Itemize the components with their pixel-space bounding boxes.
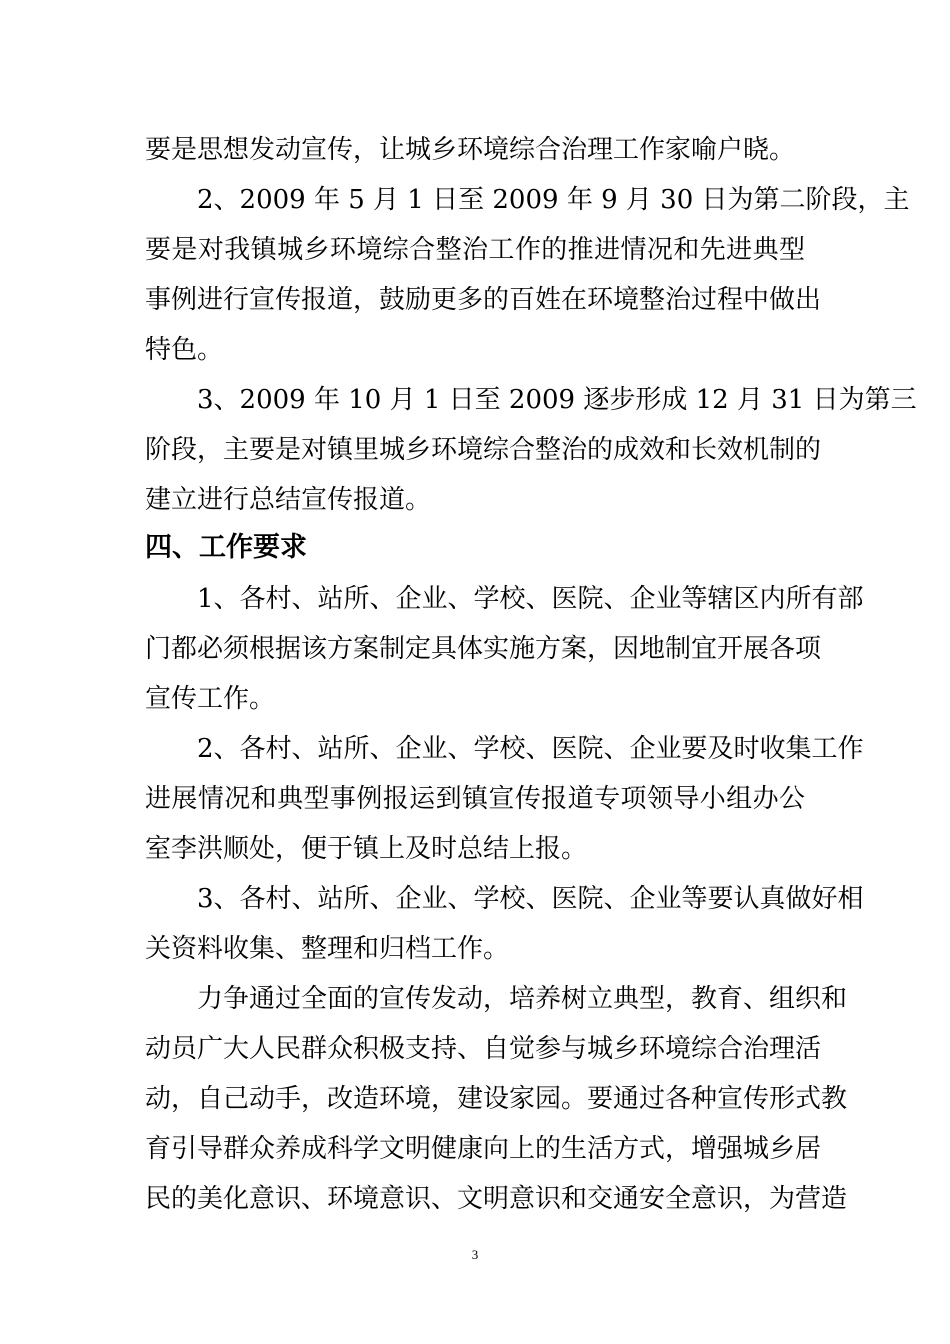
- paragraph-line: 关资料收集、整理和归档工作。: [145, 934, 510, 964]
- paragraph-line: 建立进行总结宣传报道。: [145, 485, 432, 515]
- paragraph-line: 1、各村、站所、企业、学校、医院、企业等辖区内所有部: [197, 584, 864, 614]
- paragraph-line: 要是思想发动宣传，让城乡环境综合治理工作家喻户晓。: [145, 135, 796, 165]
- paragraph-line: 育引导群众养成科学文明健康向上的生活方式，增强城乡居: [145, 1134, 822, 1164]
- paragraph-line: 动员广大人民群众积极支持、自觉参与城乡环境综合治理活: [145, 1034, 822, 1064]
- section-heading: 四、工作要求: [145, 532, 307, 563]
- paragraph-line: 动，自己动手，改造环境，建设家园。要通过各种宣传形式教: [145, 1084, 848, 1114]
- paragraph-line: 室李洪顺处，便于镇上及时总结上报。: [145, 834, 588, 864]
- paragraph-line: 3、2009 年 10 月 1 日至 2009 逐步形成 12 月 31 日为第三: [197, 385, 917, 415]
- paragraph-line: 特色。: [145, 335, 224, 365]
- paragraph-line: 3、各村、站所、企业、学校、医院、企业等要认真做好相: [197, 884, 864, 914]
- paragraph-line: 要是对我镇城乡环境综合整治工作的推进情况和先进典型: [145, 235, 805, 265]
- paragraph-line: 2、2009 年 5 月 1 日至 2009 年 9 月 30 日为第二阶段，主: [197, 185, 910, 215]
- paragraph-line: 事例进行宣传报道，鼓励更多的百姓在环境整治过程中做出: [145, 285, 822, 315]
- paragraph-line: 2、各村、站所、企业、学校、医院、企业要及时收集工作: [197, 734, 864, 764]
- paragraph-line: 进展情况和典型事例报运到镇宣传报道专项领导小组办公: [145, 784, 805, 814]
- paragraph-line: 民的美化意识、环境意识、文明意识和交通安全意识，为营造: [145, 1184, 848, 1214]
- paragraph-line: 宣传工作。: [145, 684, 276, 714]
- paragraph-line: 力争通过全面的宣传发动，培养树立典型，教育、组织和: [197, 984, 848, 1014]
- paragraph-line: 门都必须根据该方案制定具体实施方案，因地制宜开展各项: [145, 634, 822, 664]
- page-number: 3: [471, 1247, 479, 1262]
- paragraph-line: 阶段，主要是对镇里城乡环境综合整治的成效和长效机制的: [145, 435, 822, 465]
